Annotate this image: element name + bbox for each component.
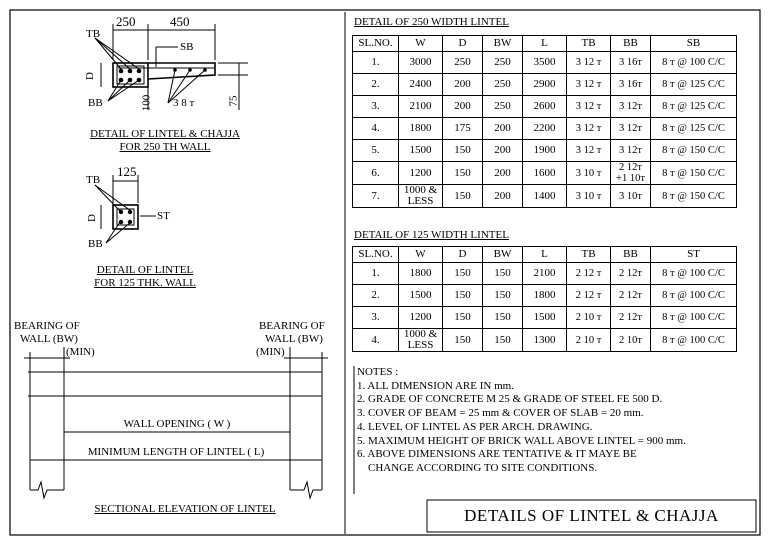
t125-cell: 1800 bbox=[399, 263, 443, 285]
lintel-125-bars bbox=[119, 210, 132, 224]
t250-cell: 3 10т bbox=[611, 185, 651, 208]
label-sb-250: SB bbox=[180, 41, 194, 53]
dim-125: 125 bbox=[117, 164, 137, 179]
note-3: 3. COVER OF BEAM = 25 mm & COVER OF SLAB = 20 mm. bbox=[357, 407, 644, 420]
t125-cell: 2 12т bbox=[611, 307, 651, 329]
t125-row bbox=[353, 307, 737, 329]
t250-cell: 2600 bbox=[523, 96, 567, 118]
min-length-label: MINIMUM LENGTH OF LINTEL ( L) bbox=[87, 446, 265, 458]
t250-cell: 6. bbox=[353, 162, 399, 185]
t250-cell: 3. bbox=[353, 96, 399, 118]
t125-cell: 2. bbox=[353, 285, 399, 307]
t250-cell: 1800 bbox=[399, 118, 443, 140]
note-4: 4. LEVEL OF LINTEL AS PER ARCH. DRAWING. bbox=[357, 420, 593, 433]
t250-cell: 4. bbox=[353, 118, 399, 140]
t250-cell: 3 16т bbox=[611, 52, 651, 74]
t250-cell: 3 12т bbox=[611, 118, 651, 140]
t125-cell: 8 т @ 100 C/C bbox=[651, 307, 737, 329]
t250-cell: 3 12 т bbox=[567, 74, 611, 96]
t125-header-cell: ST bbox=[651, 247, 737, 263]
note-6: 6. ABOVE DIMENSIONS ARE TENTATIVE & IT MAYE BE bbox=[357, 448, 637, 461]
t250-cell: 5. bbox=[353, 140, 399, 162]
t250-cell: 3500 bbox=[523, 52, 567, 74]
bearing-left-line1: BEARING OF bbox=[14, 320, 80, 332]
bearing-left-line2: WALL (BW) bbox=[20, 333, 78, 345]
t250-row bbox=[353, 96, 737, 118]
notes-heading: NOTES : bbox=[357, 366, 399, 378]
t125-header-cell: TB bbox=[567, 247, 611, 263]
note-5: 5. MAXIMUM HEIGHT OF BRICK WALL ABOVE LINTEL = 900 mm. bbox=[357, 434, 686, 447]
t250-cell: 3000 bbox=[399, 52, 443, 74]
t250-cell: 2200 bbox=[523, 118, 567, 140]
t125-cell: 8 т @ 100 C/C bbox=[651, 285, 737, 307]
t125-header-cell: L bbox=[523, 247, 567, 263]
t250-header-cell: BB bbox=[611, 36, 651, 52]
t125-row bbox=[353, 329, 737, 352]
t125-cell: 1200 bbox=[399, 307, 443, 329]
t250-cell: 200 bbox=[483, 162, 523, 185]
t250-cell: 150 bbox=[443, 185, 483, 208]
t125-cell: 150 bbox=[443, 263, 483, 285]
t125-cell: 2 10 т bbox=[567, 329, 611, 352]
t250-cell: 8 т @ 150 C/C bbox=[651, 185, 737, 208]
t125-cell: 1000 & LESS bbox=[399, 329, 443, 352]
t125-cell: 2 12 т bbox=[567, 285, 611, 307]
t125-cell: 1. bbox=[353, 263, 399, 285]
t250-cell: 8 т @ 100 C/C bbox=[651, 52, 737, 74]
t250-cell: 1200 bbox=[399, 162, 443, 185]
t250-cell: 7. bbox=[353, 185, 399, 208]
t250-cell: 150 bbox=[443, 162, 483, 185]
bearing-right-line3: (MIN) bbox=[256, 346, 285, 358]
label-tb-125: TB bbox=[86, 174, 101, 186]
t250-cell: 200 bbox=[483, 185, 523, 208]
t125-header-cell: BB bbox=[611, 247, 651, 263]
dim-250: 250 bbox=[116, 14, 136, 29]
t250-cell: 3 16т bbox=[611, 74, 651, 96]
t250-header-cell: BW bbox=[483, 36, 523, 52]
t250-cell: 3 12т bbox=[611, 140, 651, 162]
t125-cell: 1500 bbox=[399, 285, 443, 307]
lintel-250-section bbox=[95, 24, 248, 110]
t250-row bbox=[353, 74, 737, 96]
t125-cell: 8 т @ 100 C/C bbox=[651, 329, 737, 352]
t250-cell: 3 12т bbox=[611, 96, 651, 118]
caption-elevation: SECTIONAL ELEVATION OF LINTEL bbox=[94, 503, 276, 515]
t250-header-row bbox=[353, 36, 737, 52]
t250-cell: 8 т @ 150 C/C bbox=[651, 140, 737, 162]
label-bar-3-8: 3 8 т bbox=[173, 97, 195, 109]
t250-cell: 200 bbox=[483, 140, 523, 162]
t125-header-cell: D bbox=[443, 247, 483, 263]
t250-cell: 250 bbox=[483, 74, 523, 96]
t125-cell: 1800 bbox=[523, 285, 567, 307]
t250-header-cell: TB bbox=[567, 36, 611, 52]
t250-row bbox=[353, 118, 737, 140]
t250-cell: 8 т @ 125 C/C bbox=[651, 118, 737, 140]
t250-cell: 1. bbox=[353, 52, 399, 74]
t250-cell: 2. bbox=[353, 74, 399, 96]
caption-lintel-250-line2: FOR 250 TH WALL bbox=[119, 141, 211, 153]
t125-header-row bbox=[353, 247, 737, 263]
t250-row bbox=[353, 185, 737, 208]
t250-cell: 3 12 т bbox=[567, 52, 611, 74]
t125-cell: 2 10т bbox=[611, 329, 651, 352]
t125-cell: 150 bbox=[443, 285, 483, 307]
label-bb-250: BB bbox=[88, 97, 103, 109]
t125-cell: 8 т @ 100 C/C bbox=[651, 263, 737, 285]
t250-cell: 250 bbox=[483, 52, 523, 74]
t250-cell: 3 12 т bbox=[567, 96, 611, 118]
t250-cell: 8 т @ 125 C/C bbox=[651, 74, 737, 96]
t250-cell: 2100 bbox=[399, 96, 443, 118]
t250-header-cell: W bbox=[399, 36, 443, 52]
note-1: 1. ALL DIMENSION ARE IN mm. bbox=[357, 379, 514, 392]
t250-cell: 1900 bbox=[523, 140, 567, 162]
t250-cell: 3 12 т bbox=[567, 118, 611, 140]
t250-cell: 3 10 т bbox=[567, 185, 611, 208]
t125-cell: 150 bbox=[443, 329, 483, 352]
t250-cell: 200 bbox=[443, 74, 483, 96]
label-bb-125: BB bbox=[88, 238, 103, 250]
bearing-right-line1: BEARING OF bbox=[259, 320, 325, 332]
label-d-125: D bbox=[85, 214, 98, 222]
t250-row bbox=[353, 162, 737, 185]
t125-row bbox=[353, 263, 737, 285]
t125-cell: 2 12 т bbox=[567, 263, 611, 285]
t125-cell: 1300 bbox=[523, 329, 567, 352]
t250-cell: 250 bbox=[443, 52, 483, 74]
caption-lintel-250-line1: DETAIL OF LINTEL & CHAJJA bbox=[90, 128, 240, 140]
t125-row bbox=[353, 285, 737, 307]
bearing-right-line2: WALL (BW) bbox=[265, 333, 323, 345]
t125-cell: 150 bbox=[483, 263, 523, 285]
bearing-left-line3: (MIN) bbox=[66, 346, 95, 358]
label-st-125: ST bbox=[157, 210, 170, 222]
t125-cell: 4. bbox=[353, 329, 399, 352]
t250-cell: 250 bbox=[483, 96, 523, 118]
t250-cell: 1500 bbox=[399, 140, 443, 162]
t125-header-cell: BW bbox=[483, 247, 523, 263]
t125-header-cell: SL.NO. bbox=[353, 247, 399, 263]
t125-cell: 150 bbox=[483, 329, 523, 352]
t125-cell: 2 12т bbox=[611, 285, 651, 307]
note-2: 2. GRADE OF CONCRETE M 25 & GRADE OF STEEL FE 500 D. bbox=[357, 393, 663, 406]
table-250 bbox=[352, 35, 737, 208]
t250-cell: 175 bbox=[443, 118, 483, 140]
t250-header-cell: SL.NO. bbox=[353, 36, 399, 52]
label-d-250: D bbox=[83, 72, 96, 80]
note-6-cont: CHANGE ACCORDING TO SITE CONDITIONS. bbox=[357, 461, 598, 474]
table-125 bbox=[352, 246, 737, 352]
t250-cell: 8 т @ 150 C/C bbox=[651, 162, 737, 185]
t125-cell: 1500 bbox=[523, 307, 567, 329]
t250-cell: 2900 bbox=[523, 74, 567, 96]
wall-opening-label: WALL OPENING ( W ) bbox=[123, 418, 231, 430]
t250-cell: 2 12т +1 10т bbox=[611, 162, 651, 185]
t250-cell: 200 bbox=[483, 118, 523, 140]
t250-cell: 3 10 т bbox=[567, 162, 611, 185]
t250-cell: 1400 bbox=[523, 185, 567, 208]
t250-row bbox=[353, 140, 737, 162]
t125-header-cell: W bbox=[399, 247, 443, 263]
label-tb-250: TB bbox=[86, 28, 101, 40]
caption-lintel-125-line1: DETAIL OF LINTEL bbox=[96, 264, 194, 276]
t250-cell: 150 bbox=[443, 140, 483, 162]
t125-cell: 150 bbox=[443, 307, 483, 329]
t125-cell: 2 12т bbox=[611, 263, 651, 285]
t250-header-cell: SB bbox=[651, 36, 737, 52]
t125-cell: 3. bbox=[353, 307, 399, 329]
dim-100: 100 bbox=[140, 94, 153, 112]
drawing-title: DETAILS OF LINTEL & CHAJJA bbox=[464, 506, 719, 525]
t250-cell: 3 12 т bbox=[567, 140, 611, 162]
t125-cell: 2100 bbox=[523, 263, 567, 285]
t250-row bbox=[353, 52, 737, 74]
t250-cell: 200 bbox=[443, 96, 483, 118]
t250-cell: 1600 bbox=[523, 162, 567, 185]
t250-cell: 2400 bbox=[399, 74, 443, 96]
t125-cell: 2 10 т bbox=[567, 307, 611, 329]
table-250-title: DETAIL OF 250 WIDTH LINTEL bbox=[354, 16, 509, 28]
lintel-125-section bbox=[95, 175, 156, 243]
t125-cell: 150 bbox=[483, 285, 523, 307]
table-125-title: DETAIL OF 125 WIDTH LINTEL bbox=[354, 229, 509, 241]
t250-cell: 1000 & LESS bbox=[399, 185, 443, 208]
notes-block bbox=[357, 366, 686, 476]
t250-header-cell: D bbox=[443, 36, 483, 52]
t250-header-cell: L bbox=[523, 36, 567, 52]
dim-75: 75 bbox=[227, 95, 240, 107]
t250-cell: 8 т @ 125 C/C bbox=[651, 96, 737, 118]
t125-cell: 150 bbox=[483, 307, 523, 329]
caption-lintel-125-line2: FOR 125 THK. WALL bbox=[94, 277, 196, 289]
dim-450: 450 bbox=[170, 14, 190, 29]
